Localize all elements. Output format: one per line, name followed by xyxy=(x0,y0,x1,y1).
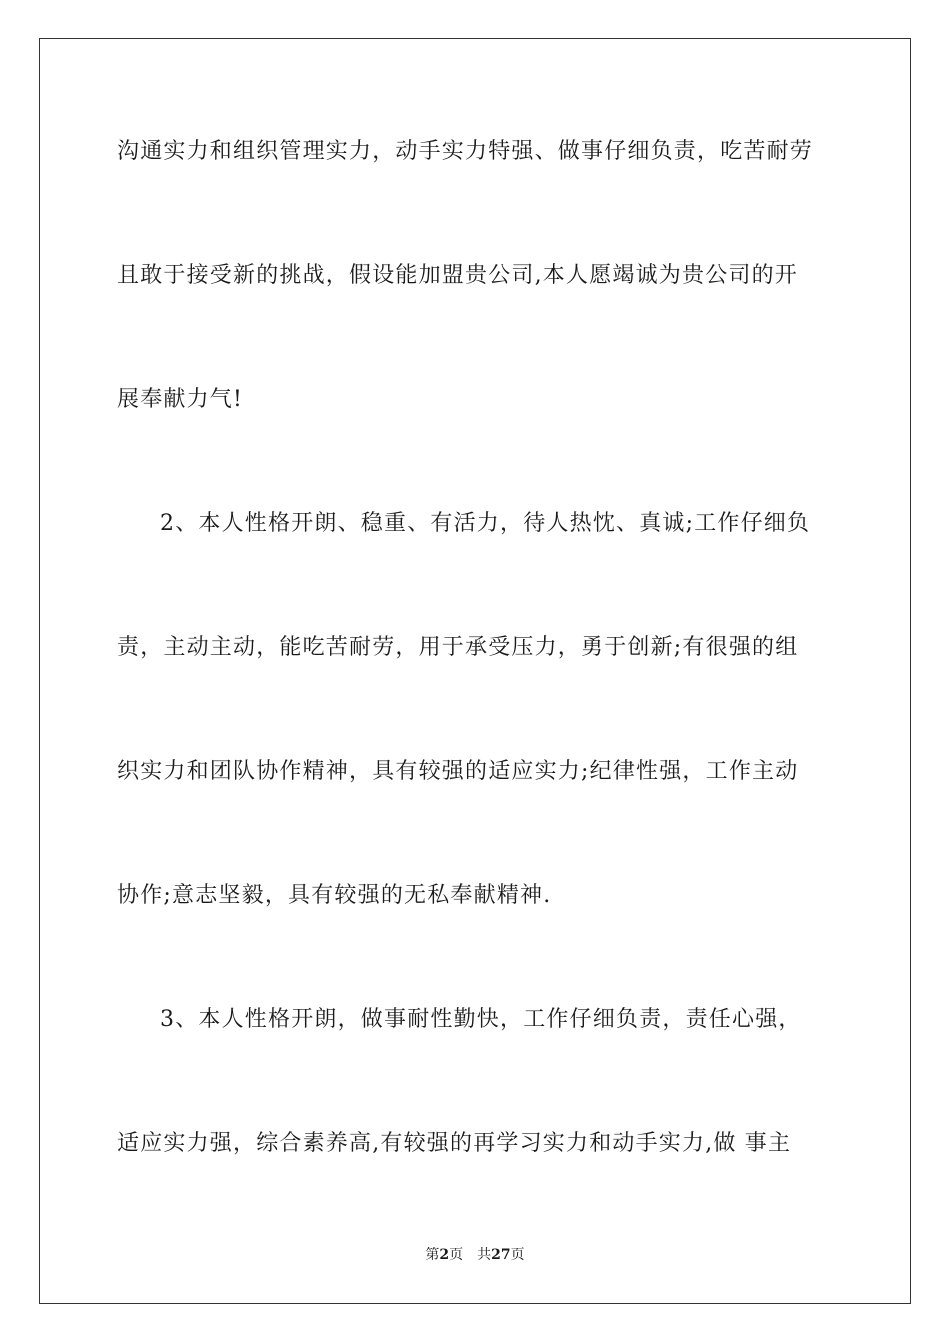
page-footer xyxy=(0,1245,950,1265)
page-number: 2 xyxy=(439,1247,450,1263)
body-line-3: 展奉献力气! xyxy=(117,387,244,412)
page-prefix: 第 xyxy=(425,1247,440,1263)
page-suffix: 页 xyxy=(449,1247,464,1263)
body-line-8: 3、本人性格开朗，做事耐性勤快，工作仔细负责，责任心强， xyxy=(160,1007,802,1032)
body-line-7: 协作;意志坚毅，具有较强的无私奉献精神. xyxy=(117,883,552,908)
total-suffix: 页 xyxy=(510,1247,525,1263)
page-border xyxy=(39,38,911,1304)
body-line-5: 责，主动主动，能吃苦耐劳，用于承受压力，勇于创新;有很强的组 xyxy=(117,635,799,660)
total-pages: 27 xyxy=(491,1247,511,1263)
body-line-2: 且敢于接受新的挑战，假设能加盟贵公司,本人愿竭诚为贵公司的开 xyxy=(117,263,798,288)
total-prefix: 共 xyxy=(477,1247,492,1263)
body-line-6: 织实力和团队协作精神，具有较强的适应实力;纪律性强，工作主动 xyxy=(117,759,799,784)
body-line-1: 沟通实力和组织管理实力，动手实力特强、做事仔细负责，吃苦耐劳 xyxy=(117,139,814,164)
body-line-4: 2、本人性格开朗、稳重、有活力，待人热忱、真诚;工作仔细负 xyxy=(160,511,811,536)
body-line-9: 适应实力强，综合素养高,有较强的再学习实力和动手实力,做 事主 xyxy=(117,1131,792,1156)
